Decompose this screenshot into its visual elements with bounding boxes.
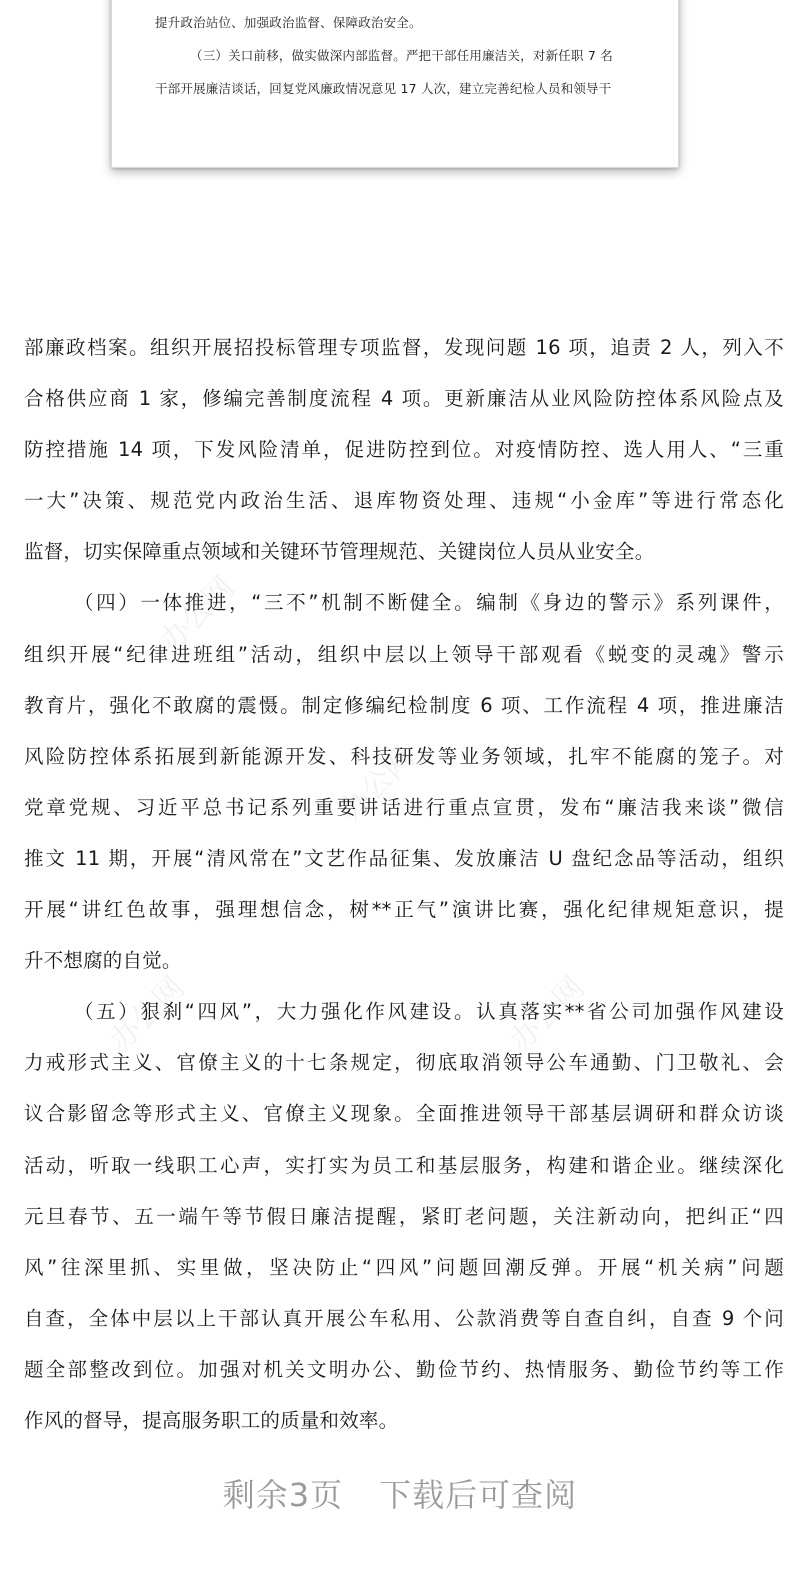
paragraph-line: 监督，切实保障重点领域和关键环节管理规范、关键岗位人员从业安全。	[24, 540, 655, 564]
paragraph-line: 自查，全体中层以上干部认真开展公车私用、公款消费等自查自纠，自查 9 个问	[24, 1306, 784, 1330]
paragraph-line: 合格供应商 1 家，修编完善制度流程 4 项。更新廉洁从业风险防控体系风险点及	[24, 387, 784, 411]
paragraph-line: 风险防控体系拓展到新能源开发、科技研发等业务领域，扎牢不能腐的笼子。对	[24, 744, 784, 768]
paragraph-line: 一大”决策、规范党内政治生活、退库物资处理、违规“小金库”等进行常态化	[24, 489, 784, 513]
download-to-view-label[interactable]: 下载后可查阅	[379, 1476, 578, 1514]
paragraph-line: （四）一体推进，“三不”机制不断健全。编制《身边的警示》系列课件，	[74, 591, 784, 615]
paragraph-line: 力戒形式主义、官僚主义的十七条规定，彻底取消领导公车通勤、门卫敬礼、会	[24, 1051, 784, 1075]
download-prompt[interactable]	[0, 1470, 800, 1516]
paragraph-line: 元旦春节、五一端午等节假日廉洁提醒，紧盯老问题，关注新动向，把纠正“四	[24, 1204, 784, 1228]
paragraph-line: 风”往深里抓、实里做，坚决防止“四风”问题回潮反弹。开展“机关病”问题	[24, 1255, 784, 1279]
paragraph-line: 党章党规、习近平总书记系列重要讲话进行重点宣贯，发布“廉洁我来谈”微信	[24, 795, 784, 819]
paragraph-line: （五）狠刹“四风”，大力强化作风建设。认真落实**省公司加强作风建设	[74, 1000, 784, 1024]
paragraph-line: 推文 11 期，开展“清风常在”文艺作品征集、发放廉洁 U 盘纪念品等活动，组织	[24, 846, 784, 870]
paragraph-line: 议合影留念等形式主义、官僚主义现象。全面推进领导干部基层调研和群众访谈	[24, 1102, 784, 1126]
paragraph-line: 组织开展“纪律进班组”活动，组织中层以上领导干部观看《蜕变的灵魂》警示	[24, 642, 784, 666]
remaining-pages-label: 剩余3页	[222, 1476, 344, 1514]
paragraph-line: 题全部整改到位。加强对机关文明办公、勤俭节约、热情服务、勤俭节约等工作	[24, 1357, 784, 1381]
paragraph-line: 升不想腐的自觉。	[24, 949, 182, 973]
paragraph-line: 作风的督导，提高服务职工的质量和效率。	[24, 1408, 399, 1432]
watermark: 办公网	[153, 570, 242, 659]
preview-line: 提升政治站位、加强政治监督、保障政治安全。	[155, 15, 422, 30]
watermark: 办公网	[103, 970, 192, 1059]
preview-line: （三）关口前移，做实做深内部监督。严把干部任用廉洁关，对新任职 7 名	[190, 48, 613, 63]
document-body	[24, 322, 784, 1446]
paragraph-line: 部廉政档案。组织开展招投标管理专项监督，发现问题 16 项，追责 2 人，列入不	[24, 336, 784, 359]
document-page-preview	[111, 0, 679, 168]
watermark: 办公网	[333, 740, 422, 829]
paragraph-line: 活动，听取一线职工心声，实打实为员工和基层服务，构建和谐企业。继续深化	[24, 1153, 784, 1177]
watermark: 办公网	[503, 970, 592, 1059]
paragraph-line: 防控措施 14 项，下发风险清单，促进防控到位。对疫情防控、选人用人、“三重	[24, 438, 784, 462]
paragraph-line: 开展“讲红色故事，强理想信念，树**正气”演讲比赛，强化纪律规矩意识，提	[24, 898, 784, 922]
paragraph-line: 教育片，强化不敢腐的震慑。制定修编纪检制度 6 项、工作流程 4 项，推进廉洁	[24, 693, 784, 717]
preview-line: 干部开展廉洁谈话，回复党风廉政情况意见 17 人次，建立完善纪检人员和领导干	[155, 81, 612, 96]
